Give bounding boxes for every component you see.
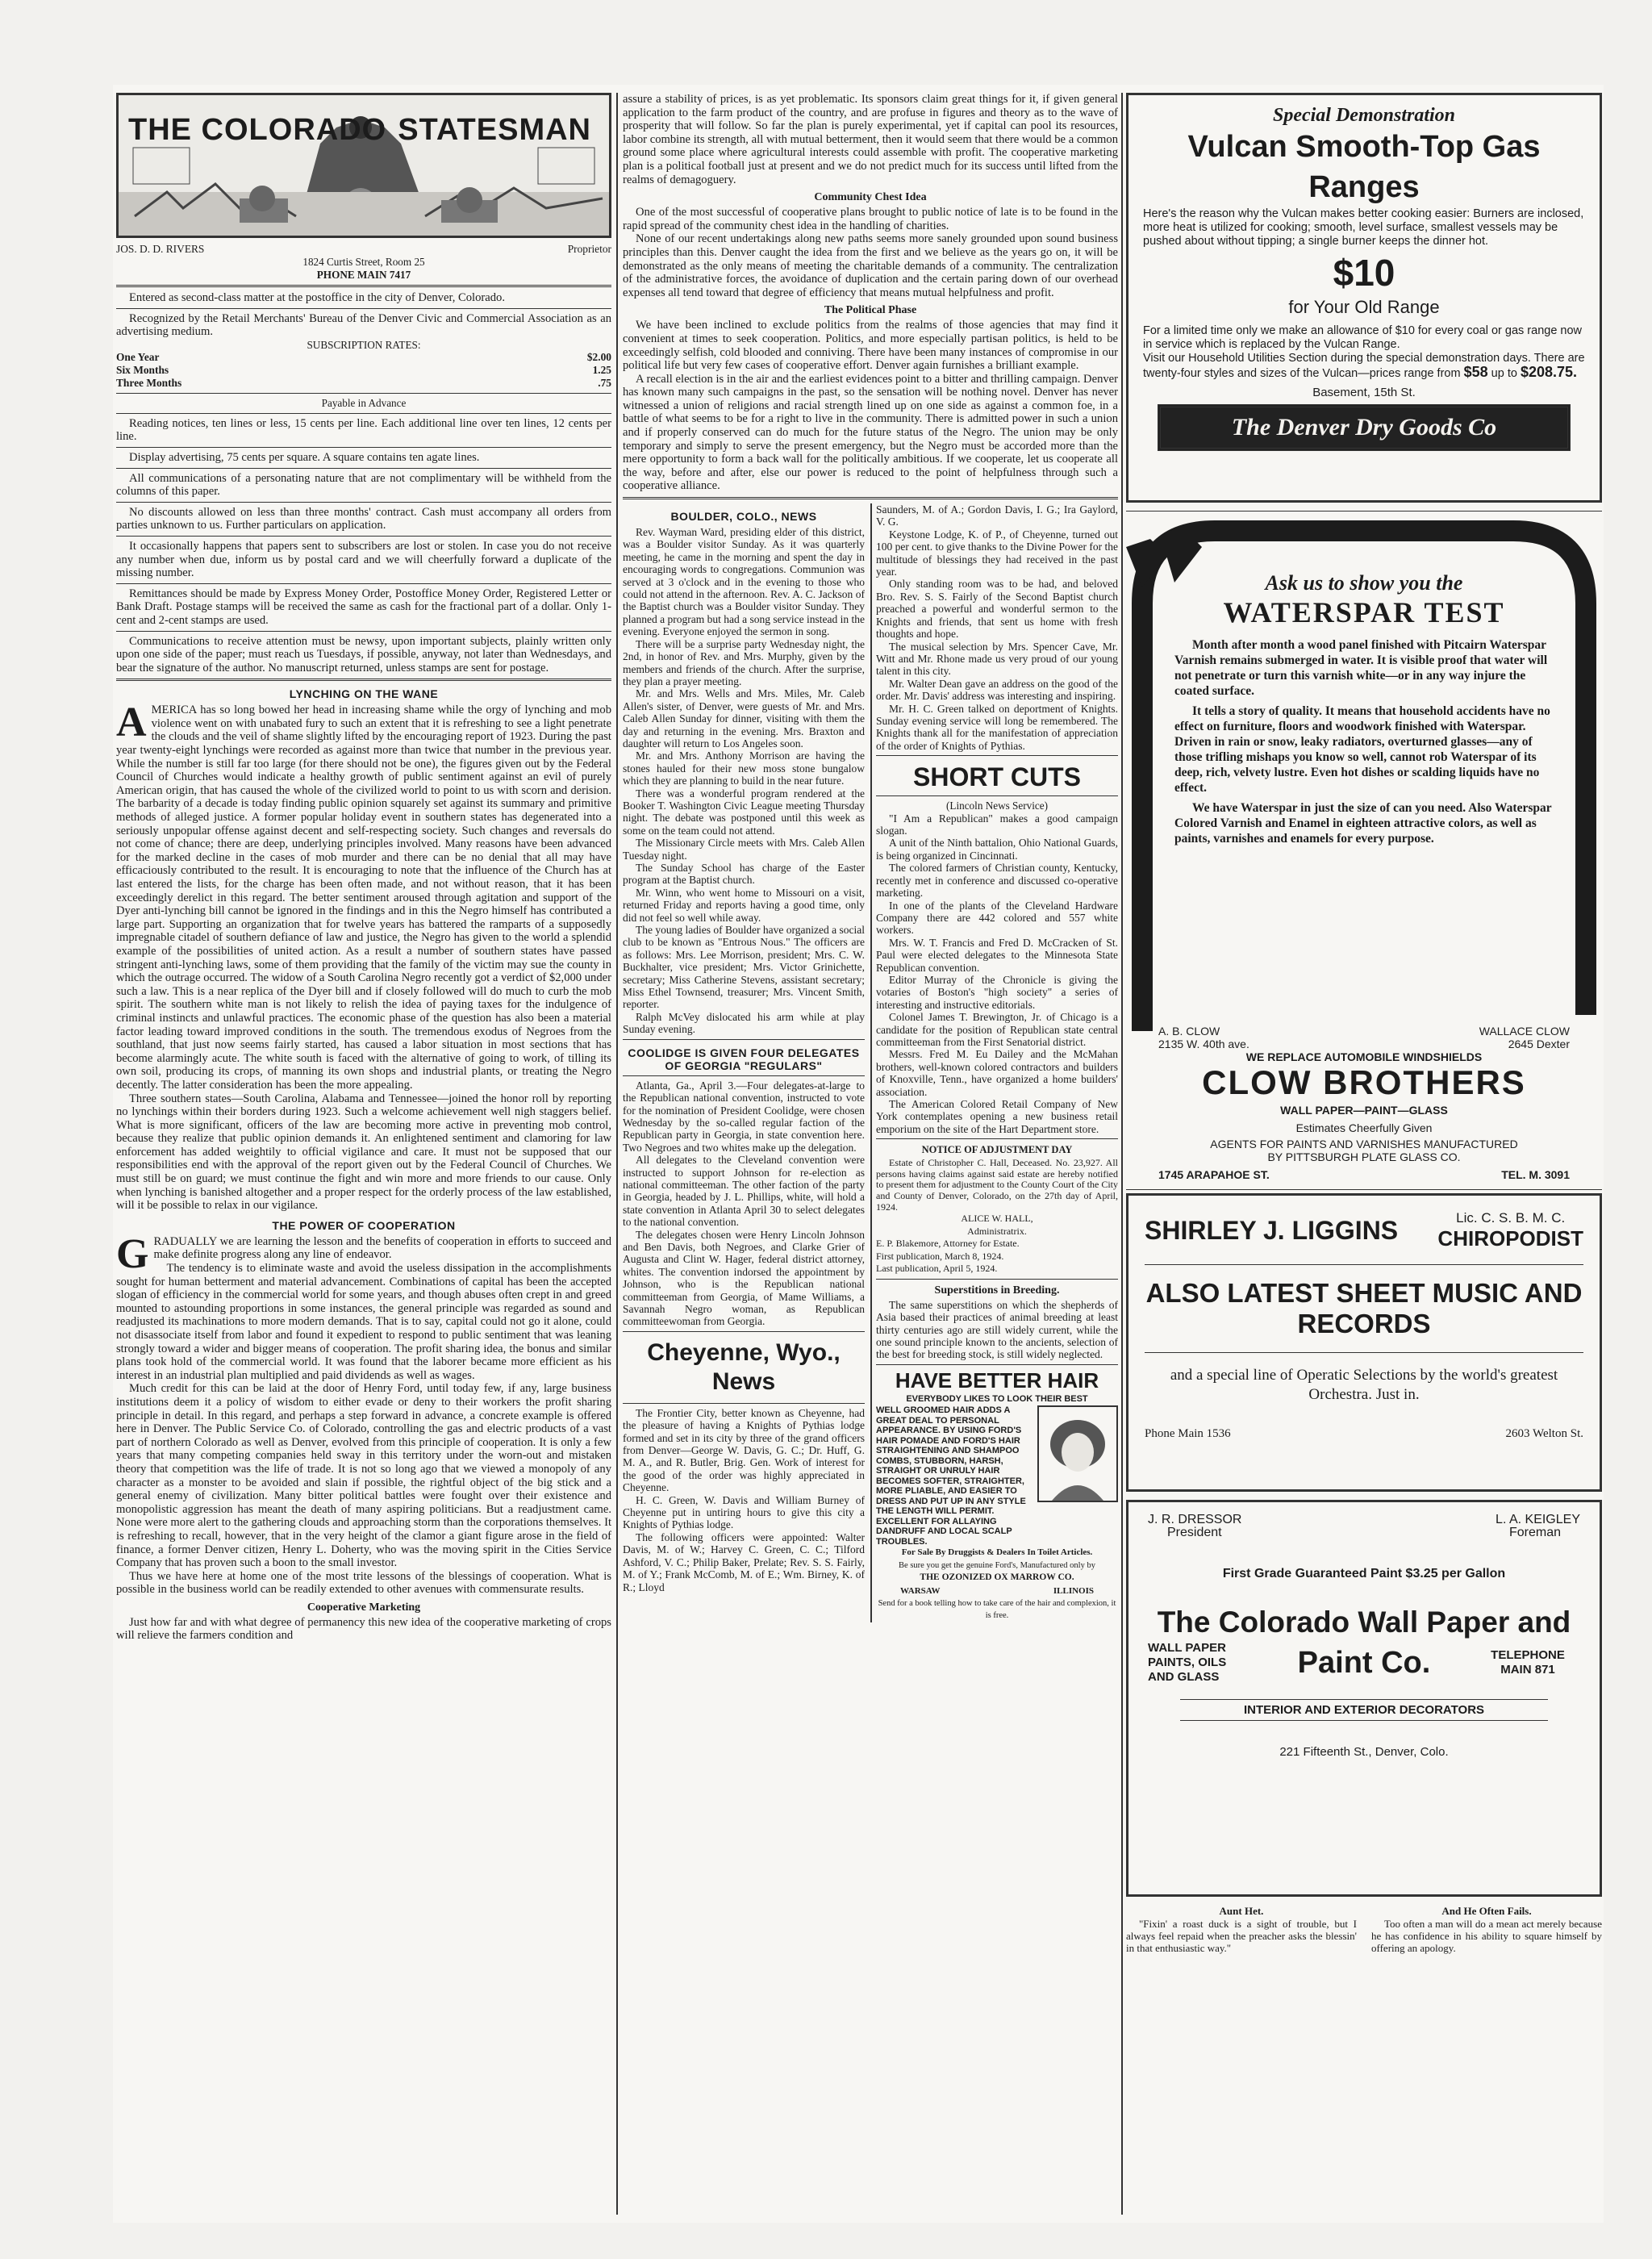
vulcan-title: Vulcan Smooth-Top Gas Ranges bbox=[1187, 130, 1541, 204]
wallpaper-title-row bbox=[1148, 1641, 1580, 1685]
vulcan-price-sub: for Your Old Range bbox=[1288, 297, 1440, 317]
adjustment-body: Estate of Christopher C. Hall, Deceased. No. 23,927. All persons having claims against said estate are hereby notified to present them for adjustment to the County Court of the City and County of Denver, Colorado, on the 27th day of April, 1924. bbox=[876, 1157, 1118, 1213]
adjustment-signer: ALICE W. HALL, bbox=[961, 1213, 1033, 1225]
column-1 bbox=[116, 93, 611, 2215]
notice-discounts: No discounts allowed on less than three months' contract. Cash must accompany all orders from parties unknown to us. Further particulars on application. bbox=[116, 505, 611, 532]
superstitions-body: The same superstitions on which the shepherds of Asia based their practices of animal breeding at least thirty centuries ago are still widely current, while the one sound principle known to the ancients, selection of the best for breeding stock, is still widely neglected. bbox=[876, 1298, 1118, 1361]
notice-entered: Entered as second-class matter at the postoffice in the city of Denver, Colorado. bbox=[129, 291, 505, 304]
cooperation-paragraph: Just how far and with what degree of permanency this new idea of the cooperative marketing of crops will relieve the farmers condition and bbox=[116, 1615, 611, 1643]
notice-lost: It occasionally happens that papers sent to subscribers are lost or stolen. In case you do not receive any number when due, inform us by postal card and we will cheerfully forward a duplicate of the missing number. bbox=[116, 539, 611, 580]
wallpaper-foreman-role: Foreman bbox=[1508, 1526, 1561, 1539]
cheyenne-paragraph: Saunders, M. of A.; Gordon Davis, I. G.; Ira Gaylord, V. G. bbox=[876, 503, 1118, 528]
masthead-title-left: THE COLORADO bbox=[128, 113, 387, 147]
drop-cap: G bbox=[116, 1230, 149, 1277]
short-cut-item: Mrs. W. T. Francis and Fred D. McCracken of St. Paul were elected delegates to the Minnesota State Republican convention. bbox=[876, 936, 1118, 974]
vulcan-range-low: $58 bbox=[1463, 364, 1488, 380]
liggins-phone: Phone Main 1536 bbox=[1145, 1427, 1231, 1440]
short-cut-item: The colored farmers of Christian county, Kentucky, recently met in conference and discussed co-operative marketing. bbox=[876, 862, 1118, 900]
boulder-heading: BOULDER, COLO., NEWS bbox=[670, 510, 817, 524]
liggins-also: ALSO LATEST SHEET MUSIC AND RECORDS bbox=[1145, 1278, 1583, 1338]
hair-ad-heading: HAVE BETTER HAIR bbox=[895, 1368, 1099, 1393]
wallpaper-foreman-name: L. A. KEIGLEY bbox=[1496, 1513, 1580, 1526]
liggins-header bbox=[1145, 1210, 1583, 1251]
liggins-contact bbox=[1145, 1427, 1583, 1440]
wallpaper-president-role: President bbox=[1167, 1526, 1222, 1539]
wallpaper-officers bbox=[1148, 1514, 1580, 1526]
notice-reading: Reading notices, ten lines or less, 15 cents per line. Each additional line over ten lines, 12 cents per line. bbox=[116, 416, 611, 444]
hair-ad-body-row bbox=[876, 1405, 1118, 1547]
clow-left-name: A. B. CLOW bbox=[1158, 1025, 1220, 1038]
political-phase-subhead: The Political Phase bbox=[824, 304, 917, 317]
short-cut-item: Editor Murray of the Chronicle is giving the votaries of Boston's "high society" a series of interesting and instructive editorials. bbox=[876, 973, 1118, 1011]
vulcan-ad bbox=[1126, 93, 1602, 503]
clow-line2: Estimates Cheerfully Given bbox=[1295, 1121, 1433, 1134]
notice-received: Communications to receive attention must be newsy, upon important subjects, plainly written only upon one side of the paper; must reach us Tuesdays, if possible, anyway, not later than Wednesdays, and bear the signature of the author. No manuscript returned, unless stamps are sent for postage. bbox=[116, 634, 611, 674]
rate-price: 1.25 bbox=[592, 364, 611, 377]
hair-ad-maker: THE OZONIZED OX MARROW CO. bbox=[920, 1572, 1074, 1583]
clow-firm: CLOW BROTHERS bbox=[1202, 1063, 1526, 1101]
subscription-heading: SUBSCRIPTION RATES: bbox=[307, 338, 421, 351]
office-address: 1824 Curtis Street, Room 25 bbox=[302, 256, 425, 268]
boulder-paragraph: The young ladies of Boulder have organized a social club to be known as "Entrous Nous." The officers are as follows: Mrs. Lee Morrison, president; Mrs. C. W. Buckhalter, vice president; Mrs. Victor Grinichette, secretary; Miss Catherine Stevens, assistant secretary; Miss Ethel Townsend, treasurer; Mrs. Vincent Smith, reporter. bbox=[623, 924, 865, 1011]
masthead-title-right: STATESMAN bbox=[398, 113, 591, 147]
wallpaper-left-block: WALL PAPER PAINTS, OILS AND GLASS bbox=[1148, 1641, 1227, 1684]
subcolumn-rule bbox=[870, 503, 872, 1622]
liggins-address: 2603 Welton St. bbox=[1505, 1427, 1583, 1440]
hair-ad-city: WARSAW bbox=[900, 1585, 941, 1596]
cheyenne-paragraph: Only standing room was to be had, and beloved Bro. Rev. S. S. Fairly of the Second Baptist church preached a powerful and wonderful sermon to the Knights and friends, that sent us home with fresh thoughts and hope. bbox=[876, 578, 1118, 641]
joke-body: Too often a man will do a mean act merely because he has confidence in his ability to square himself by offering an apology. bbox=[1371, 1918, 1602, 1954]
clow-left-address: 2135 W. 40th ave. bbox=[1158, 1038, 1249, 1050]
waterspar-p3: We have Waterspar in just the size of can you need. Also Waterspar Colored Varnish and Enamel in eighteen attractive colors, as well as paints, varnishes and enamels for every purpose. bbox=[1174, 801, 1552, 846]
notice-display: Display advertising, 75 cents per square. A square contains ten agate lines. bbox=[129, 450, 480, 464]
waterspar-content bbox=[1174, 571, 1554, 846]
community-chest-subhead: Community Chest Idea bbox=[814, 191, 927, 204]
newspaper-page bbox=[113, 85, 1604, 2223]
short-cut-item: In one of the plants of the Cleveland Hardware Company there are 442 colored and 557 white workers. bbox=[876, 899, 1118, 937]
rate-price: .75 bbox=[598, 377, 611, 390]
wallpaper-president-name: J. R. DRESSOR bbox=[1148, 1513, 1242, 1526]
clow-line1: WALL PAPER—PAINT—GLASS bbox=[1280, 1104, 1448, 1117]
wallpaper-title1: The Colorado Wall Paper and bbox=[1157, 1606, 1571, 1639]
cheyenne-paragraph: The following officers were appointed: Walter Davis, M. of W.; Harvey C. Green, C. C.; Tilford Ashford, V. C.; Philip Baker, Prelate; Rev. S. S. Fairly, M. of Y.; Frank McComb, M. of E.; Wm. Birney, K. of R.; Lloyd bbox=[623, 1530, 865, 1593]
hair-ad-body: WELL GROOMED HAIR ADDS A GREAT DEAL TO PERSONAL APPEARANCE. BY USING FORD'S HAIR POMADE AND FORD'S HAIR STRAIGHTENING AND SHAMPOO COMBS, STUBBORN, HARSH, STRAIGHT OR UNRULY HAIR BECOMES SOFTER, STRAIGHTER, MORE PLIABLE, AND EASIER TO DRESS AND PUT UP IN ANY STYLE THE LENGTH WILL PERMIT. EXCELLENT FOR ALLAYING DANDRUFF AND LOCAL SCALP TROUBLES. bbox=[876, 1405, 1026, 1547]
joke-item bbox=[1126, 1905, 1357, 1954]
adjustment-first: First publication, March 8, 1924. bbox=[876, 1250, 1004, 1262]
cooperation-text: RADUALLY we are learning the lesson and the benefits of cooperation in efforts to succeed and make definite progress along any line of endeavor. bbox=[153, 1234, 611, 1262]
short-cut-item: Colonel James T. Brewington, Jr. of Chicago is a candidate for the position of Republican state central committeeman from the First Senatorial district. bbox=[876, 1011, 1118, 1048]
hair-ad-send: Send for a book telling how to take care of the hair and complexion, it is free. bbox=[878, 1598, 1116, 1621]
superstitions-heading: Superstitions in Breeding. bbox=[934, 1284, 1060, 1297]
news-subcolumn-left bbox=[623, 503, 865, 1622]
vulcan-price: $10 bbox=[1333, 252, 1395, 294]
joke-body: "Fixin' a roast duck is a sight of trouble, but I always feel repaid when the preacher asks the blessin' in that enthusiastic way." bbox=[1126, 1918, 1357, 1954]
rate-row bbox=[116, 377, 611, 390]
notice-communications: All communications of a personating nature that are not complimentary will be withheld from the columns of this paper. bbox=[116, 471, 611, 499]
clow-line4: BY PITTSBURGH PLATE GLASS CO. bbox=[1267, 1150, 1461, 1163]
lynching-paragraph bbox=[116, 699, 611, 1092]
lynching-paragraph: Three southern states—South Carolina, Alabama and Tennessee—joined the honor roll by reporting no lynchings within their borders during 1923. Such a welcome achievement well nigh staggers belief. What is more significant, officers of the law are becoming more active in preventing mob control, because they realize that public opinion demands it. An enlightened sentiment and clamoring for law enforcement has added weightily to official vigilance and care. It must not be supposed that our responsibilities end with the approval of the report given out by the Federal Council of Churches. We must still be on guard; we must continue the fight and win more and more friends to our cause. Only when lynching is banished altogether and a proper respect for the orderly process of the law established, will it be possible to relax in our vigilance. bbox=[116, 1092, 611, 1213]
proprietor-line bbox=[116, 243, 611, 256]
clow-line3: AGENTS FOR PAINTS AND VARNISHES MANUFACTURED bbox=[1210, 1138, 1518, 1150]
vulcan-range-high: $208.75. bbox=[1520, 364, 1578, 380]
news-subcolumn-right bbox=[876, 503, 1118, 1622]
boulder-paragraph: There was a wonderful program rendered at the Booker T. Washington Civic League meeting Thursday night. The debate was postponed until this week as some on the team could not attend. bbox=[623, 787, 865, 837]
coolidge-paragraph: The delegates chosen were Henry Lincoln Johnson and Ben Davis, both Negroes, and Clarke Grier of Augusta and Clint W. Hager, federal district attorney, whites. The convention indorsed the appointment by Johnson, who is the Republican national committeeman from Georgia, of Mame Williams, a Savannah Negro woman, as Republican committeewoman from Georgia. bbox=[623, 1228, 865, 1328]
column-2 bbox=[623, 93, 1118, 2215]
short-cuts-heading: SHORT CUTS bbox=[913, 762, 1081, 792]
vulcan-basement: Basement, 15th St. bbox=[1312, 386, 1416, 399]
liggins-title: CHIROPODIST bbox=[1437, 1226, 1583, 1251]
vulcan-kicker: Special Demonstration bbox=[1272, 105, 1456, 126]
cheyenne-paragraph: Mr. H. C. Green talked on deportment of Knights. Sunday evening service will long be remembered. The Knights thank all for the manifestation of appreciation of the order of Knights of Pythias. bbox=[876, 702, 1118, 752]
cooperative-marketing-subhead: Cooperative Marketing bbox=[307, 1601, 421, 1614]
wallpaper-title2: Paint Co. bbox=[1297, 1645, 1431, 1680]
cheyenne-paragraph: The Frontier City, better known as Cheyenne, had the pleasure of having a Knights of Pythias lodge formed and set in its city by three of the grand officers from Denver—George W. Davis, G. C.; Dr. Huff, G. M. A., and R. Butler, Brig. Gen. Work of interest for the good of the order was highly appreciated in Cheyenne. bbox=[623, 1406, 865, 1494]
liggins-name: SHIRLEY J. LIGGINS bbox=[1145, 1216, 1399, 1245]
coolidge-heading: COOLIDGE IS GIVEN FOUR DELEGATES OF GEORGIA "REGULARS" bbox=[628, 1046, 860, 1072]
coolidge-paragraph: Atlanta, Ga., April 3.—Four delegates-at-large to the Republican national convention, instructed to vote for the nomination of President Coolidge, were chosen Wednesday by the so-called regular faction of the Republican party in Georgia, in state convention here. Two Negroes and two whites make up the delegation. bbox=[623, 1079, 865, 1154]
wallpaper-right-block: TELEPHONE MAIN 871 bbox=[1491, 1648, 1565, 1677]
drop-cap: A bbox=[116, 699, 147, 746]
cheyenne-paragraph: Keystone Lodge, K. of P., of Cheyenne, turned out 100 per cent. to give thanks to the Divine Power for the multitude of blessings they had received in the past year. bbox=[876, 528, 1118, 578]
wallpaper-paint-price: First Grade Guaranteed Paint $3.25 per Gallon bbox=[1222, 1567, 1506, 1580]
cooperation-heading: THE POWER OF COOPERATION bbox=[272, 1218, 456, 1232]
proprietor-name: JOS. D. D. RIVERS bbox=[116, 243, 205, 255]
notice-remittances: Remittances should be made by Express Money Order, Postoffice Money Order, Registered Letter or Bank Draft. Postage stamps will be received the same as cash for the fractional part of a dollar. Only 1-cent and 2-cent stamps are used. bbox=[116, 587, 611, 627]
short-cuts-source: (Lincoln News Service) bbox=[946, 800, 1048, 812]
rate-label: Three Months bbox=[116, 377, 182, 390]
vulcan-visit: Visit our Household Utilities Section during the special demonstration days. There are twenty-four styles and sizes of the Vulcan—prices range from bbox=[1143, 352, 1585, 380]
liggins-license: Lic. C. S. B. M. C. bbox=[1456, 1210, 1566, 1226]
wallpaper-decorators: INTERIOR AND EXTERIOR DECORATORS bbox=[1243, 1703, 1485, 1717]
short-cut-item: Messrs. Fred M. Eu Dailey and the McMahan brothers, well-known colored contractors and builders of Knoxville, Tenn., have organized a home builders' association. bbox=[876, 1048, 1118, 1098]
boulder-paragraph: Mr. and Mrs. Wells and Mrs. Miles, Mr. Caleb Allen's sister, of Denver, were guests of Mr. and Mrs. Caleb Allen Sunday for dinner, visiting with them the day and returning in the evening. Mrs. Braxton and daughter will return to Los Angeles soon. bbox=[623, 687, 865, 750]
clow-telephone: TEL. M. 3091 bbox=[1501, 1168, 1570, 1181]
hair-ad-warn: Be sure you get the genuine Ford's, Manufactured only by bbox=[899, 1560, 1095, 1570]
cheyenne-heading: Cheyenne, Wyo., News bbox=[647, 1338, 841, 1395]
lynching-text: MERICA has so long bowed her head in increasing shame while the orgy of lynching and mob violence went on with unabated fury to such an extent that it is refreshing to see a light penetrate the clouds and the veil of shame slightly lifted by the encouraging report of 1923. During the past year twenty-eight lynchings were recorded as against more than twice that number in the previous year. While the number is still far too large (for there should not be one), the figures given out by the Federal Council of Churches would indicate a healthy growth of public sentiment against an evil of purely American origin, that has caused the whole of the civilized world to point to us with scorn and derision. The barbarity of a decade is today finding public opinion squarely set against its summary and primitive methods of alleged justice. A former popular holiday event in southern states has degenerated into a seriously unpopular offense against decent and self-respecting society. Such changes and reversals do not come of chance; there are deep, underlying principles involved. Many reasons have been advanced for the marked decline in the cases of mob murder and there can be no denial that all may have efficaciously contributed to the result. It is encouraging to note that the influence of the Church has at last entered the lists, for the charge has been often made, and not without reason, that it has been exceedingly derelict in this regard. The better sentiment aroused through agitation and support of the Dyer anti-lynching bill cannot be ignored in the findings and in this the Negro himself has contributed a large part. Supporting an organization that for twelve years has battered the ramparts of a supposedly impregnable citadel of southern defiance of law and justice, the Negro has given to the world a splendid example of the possibilities of united action. As a result a number of southern states have passed stringent anti-lynching laws, some of them providing that the family of the victim may sue the county in which the outrage occurred. The widow of a South Carolina Negro recently got a verdict of $2,000 under such a law. This is a near replica of the Dyer bill and if closely followed will do much to curb the mob spirit. The southern white man is not likely to relish the idea of paying taxes for the indulgence of criminal instincts and unlawful practices. The economic phase of the question has also been a material factor leading toward improved conditions in the south. The tremendous exodus of Negroes from the southland, that just now seems fairly started, has caused a labor situation in most sections that has become alarmingly acute. The white south is faced with the alternative of going to work, of tilling its own soil, producing its crops, of manning its own shops and industrial plants, or treating the Negro decently. The latter consideration has been the more appealing. bbox=[116, 704, 611, 1092]
vulcan-range-to: up to bbox=[1491, 367, 1517, 380]
vulcan-visit-line bbox=[1143, 352, 1585, 381]
cooperation-paragraph bbox=[116, 1230, 611, 1277]
boulder-paragraph: There will be a surprise party Wednesday night, the 2nd, in honor of Rev. and Mrs. Murphy, given by the members and friends of the church. After the surprise, they plan a prayer meeting. bbox=[623, 637, 865, 687]
boulder-paragraph: Ralph McVey dislocated his arm while at play Sunday evening. bbox=[623, 1010, 865, 1036]
editorial-paragraph: None of our recent undertakings along new paths seems more sanely grounded upon sound business principles than this. Denver caught the idea from the first and we believe as the years go on, it will be demonstrated as the only means of meeting the charitable demands of a community. The centralization of the administrative forces, the avoidance of duplication and the certain paring down of our overhead expenses all tend toward that degree of efficiency that means mutual helpfulness and profit. bbox=[623, 232, 1118, 299]
cheyenne-paragraph: Mr. Walter Dean gave an address on the good of the order. Mr. Davis' address was interesting and inspiring. bbox=[876, 677, 1118, 703]
cheyenne-paragraph: The musical selection by Mrs. Spencer Cave, Mr. Witt and Mr. Rhone made us very proud of our young talent in this city. bbox=[876, 640, 1118, 678]
boulder-paragraph: Mr. and Mrs. Anthony Morrison are having the stones hauled for their new moss stone bungalow which they are planning to build in the near future. bbox=[623, 750, 865, 787]
column-rule bbox=[1121, 93, 1123, 2215]
vulcan-body: Here's the reason why the Vulcan makes better cooking easier: Burners are inclosed, more heat is utilized for cooking; smooth, level surface, smallest vessels may be pushed about without tipping; a single burner keeps the dinner hot. bbox=[1143, 207, 1584, 248]
wallpaper-roles bbox=[1148, 1526, 1580, 1539]
cooperation-paragraph: Thus we have here at home one of the most trite lessons of the blessings of cooperation. What is possible in the business world can be readily extended to other avenues with commensurate results. bbox=[116, 1569, 611, 1597]
rate-price: $2.00 bbox=[586, 351, 611, 364]
short-cut-item: The American Colored Retail Company of New York contemplates opening a new business retail emporium on the site of the Hart Department store. bbox=[876, 1098, 1118, 1135]
jokes bbox=[1126, 1905, 1602, 1954]
rate-label: Six Months bbox=[116, 364, 169, 377]
column-rule bbox=[616, 93, 618, 2215]
waterspar-title: WATERSPAR TEST bbox=[1223, 596, 1505, 628]
joke-title: And He Often Fails. bbox=[1441, 1905, 1532, 1917]
vulcan-offer: For a limited time only we make an allowance of $10 for every coal or gas range now in service which is replaced by the Vulcan Range. bbox=[1143, 324, 1583, 351]
boulder-paragraph: Mr. Winn, who went home to Missouri on a visit, returned Friday and reports having a good time, only did not feel so well while away. bbox=[623, 886, 865, 924]
editorial-paragraph: One of the most successful of cooperative plans brought to public notice of late is to be found in the rapid spread of the community chest idea in the handling of charities. bbox=[623, 206, 1118, 232]
boulder-paragraph: The Missionary Circle meets with Mrs. Caleb Allen Tuesday night. bbox=[623, 837, 865, 862]
coolidge-paragraph: All delegates to the Cleveland convention were instructed to support Johnson for re-election as national committeeman. The other faction of the party in Georgia, headed by J. L. Phillips, white, will hold a state convention in Atlanta April 30 to select delegates to the national convention. bbox=[623, 1154, 865, 1229]
editorial-paragraph: We have been inclined to exclude politics from the realms of those agencies that may find it convenient at times to seek cooperation. Politics, and more especially partisan politics, is held to be exceedingly selfish, cold blooded and conniving. There have been many instances of compromise in our political life but very few cases of cooperative effort. Denver again furnishes a brilliant example. bbox=[623, 319, 1118, 373]
clow-right-address: 2645 Dexter bbox=[1508, 1038, 1570, 1050]
hair-ad-city-row bbox=[876, 1585, 1118, 1597]
rate-row bbox=[116, 351, 611, 364]
column-3 bbox=[1126, 93, 1602, 2215]
adjustment-last: Last publication, April 5, 1924. bbox=[876, 1263, 998, 1275]
joke-item bbox=[1371, 1905, 1602, 1954]
cooperation-paragraph: The tendency is to eliminate waste and avoid the useless dissipation in the accomplishments sought for human betterment and material advancement. Combinations of capital has been the accepted slogan of efficiency in the commercial world for some years, and though abuses often crept in and greed mounted to astounding proportions in some instances, the general principle was regarded as sound and readjusted its machinations to more modern demands. That is to say, capital could not go it alone, could not disassociate itself from labor and found it expedient to respond to public sentiment that was leaning strongly toward a wider and bigger means of cooperation. The profit sharing idea, the bonus and similar plans took hold of the commercial world. It was found that the laborer became more efficient as his interest in an industrial plan multiplied and paid dividends as well as wages. bbox=[116, 1262, 611, 1382]
adjustment-attorney: E. P. Blakemore, Attorney for Estate. bbox=[876, 1238, 1020, 1250]
office-phone: PHONE MAIN 7417 bbox=[316, 268, 411, 281]
boulder-paragraph: The Sunday School has charge of the Easter program at the Baptist church. bbox=[623, 862, 865, 887]
hair-ad-sale: For Sale By Druggists & Dealers In Toilet Articles. bbox=[901, 1547, 1093, 1558]
clow-right-name: WALLACE CLOW bbox=[1479, 1025, 1570, 1038]
waterspar-p1: Month after month a wood panel finished with Pitcairn Waterspar Varnish remains submerged in water. It is visible proof that water will not penetrate or turn this varnish white—or in any way injure the coated surface. bbox=[1174, 638, 1548, 698]
clow-windshields: WE REPLACE AUTOMOBILE WINDSHIELDS bbox=[1245, 1050, 1483, 1063]
joke-title: Aunt Het. bbox=[1219, 1905, 1264, 1917]
waterspar-ask: Ask us to show you the bbox=[1265, 571, 1463, 595]
payable-note: Payable in Advance bbox=[321, 397, 407, 410]
clow-brothers-ad bbox=[1126, 1025, 1602, 1181]
clow-addresses bbox=[1126, 1038, 1602, 1050]
clow-address: 1745 ARAPAHOE ST. bbox=[1158, 1168, 1270, 1181]
cheyenne-paragraph: H. C. Green, W. Davis and William Burney of Cheyenne put in untiring hours to give this city a Knights of Pythias lodge. bbox=[623, 1493, 865, 1531]
liggins-special: and a special line of Operatic Selections by the world's greatest Orchestra. Just in. bbox=[1170, 1367, 1558, 1403]
hair-ad-sub: EVERYBODY LIKES TO LOOK THEIR BEST bbox=[906, 1393, 1088, 1404]
wallpaper-address: 221 Fifteenth St., Denver, Colo. bbox=[1279, 1745, 1449, 1759]
clow-contact bbox=[1126, 1163, 1602, 1181]
portrait-illustration bbox=[1037, 1405, 1118, 1502]
waterspar-p2: It tells a story of quality. It means that household accidents have no effect on furniture, floors and woodwork finished with Waterspar. Driven in rain or snow, leaky radiators, overturned glasses—any of those trifling mishaps you know so well, cannot rob Waterspar of its deep, rich, velvety lustre. Even hot dishes or scalding liquids have no effect. bbox=[1174, 704, 1550, 795]
short-cut-item: A unit of the Ninth battalion, Ohio National Guards, is being organized in Cincinnati. bbox=[876, 837, 1118, 862]
liggins-credentials bbox=[1437, 1210, 1583, 1251]
adjustment-heading: NOTICE OF ADJUSTMENT DAY bbox=[921, 1144, 1073, 1156]
short-cut-item: "I Am a Republican" makes a good campaign slogan. bbox=[876, 812, 1118, 837]
rate-label: One Year bbox=[116, 351, 160, 364]
notice-recognized: Recognized by the Retail Merchants' Bureau of the Denver Civic and Commercial Association as an advertising medium. bbox=[116, 311, 611, 339]
cooperation-paragraph: Much credit for this can be laid at the door of Henry Ford, until today few, if any, large business institutions deem it a policy of wisdom to either evade or deny to their workers the profit sharing principle in detail. In this regard, and perhaps a step forward in advance, a concrete example is offered here in Denver. The Public Service Co. of Colorado, controlling the gas and electric products of a vast part of northern Colorado as well as Denver, evolved from this principle of cooperation. It is only a few years that many competing companies held sway in this territory under the worn-out and mistaken theory that competition was the life of trade. It is not so long ago that we viewed a monopoly of any character as a monster to be avoided and slain if possible, the rightful object of the big stick and a general enemy of civilization. Many bitter political battles were fought over their existence and monopolistic aggression has meant the death of many aspiring politicians. But a readjustment came. None were more alert to the gathering clouds and approaching storm than the corporations themselves. It is refreshing to recall, however, that in the very height of the clamor a giant figure arose in the field of finance, a former Denver citizen, Henry L. Doherty, who was the moving spirit in the Cities Service Company that has proven such a boon to the small investor. bbox=[116, 1382, 611, 1570]
lynching-heading: LYNCHING ON THE WANE bbox=[289, 687, 439, 701]
proprietor-role: Proprietor bbox=[567, 243, 611, 255]
denver-dry-goods-logo: The Denver Dry Goods Co bbox=[1158, 404, 1571, 451]
masthead bbox=[116, 93, 611, 238]
liggins-ad bbox=[1126, 1193, 1602, 1492]
wallpaper-ad bbox=[1126, 1500, 1602, 1897]
editorial-paragraph: assure a stability of prices, is as yet problematic. Its sponsors claim great things for it, if given general application to the farm product of the country, and are profuse in figures and theory as to the wave of prosperity that will follow. So far the plan is purely experimental, yet if capital can pool its resources, labor combine its strength, all with mutual betterment, then it would seem that there would be a common ground some place where agricultural interests could assemble with profit. The cooperative marketing plan is a political football just at present and we do not predict much for its success until lifted from the realms of demagoguery. bbox=[623, 93, 1118, 186]
editorial-paragraph: A recall election is in the air and the earliest evidences point to a bitter and thrilling campaign. Denver has known many such campaigns in the past, so the sensation will be nothing novel. Denver has never witnessed a union of religions and racial strength lined up on one side as against a common foe, in a battle of what seems to be for a right to live in the community. There is admitted power in such a union and if properly conserved can do much for the future status of the Negro. The union may be only temporary and simply to serve the present emergency, but the Negro must be accorded more than the mere opportunity to form a back wall for the politically ambitious. If we cooperate, let us cooperate all the way, before and after, else our power is reduced to the point of helpfulness through such a cooperative alliance. bbox=[623, 372, 1118, 493]
adjustment-signer-role: Administratrix. bbox=[967, 1225, 1027, 1237]
waterspar-ad bbox=[1126, 515, 1602, 1031]
rate-row bbox=[116, 364, 611, 377]
hair-ad-state: ILLINOIS bbox=[1053, 1585, 1094, 1596]
boulder-paragraph: Rev. Wayman Ward, presiding elder of this district, was a Boulder visitor Sunday. As it was quarterly meeting, he came in the morning and spent the day in encouraging words to congregations. Communion was served at 3 o'clock and in the evening to those who could not attend in the afternoon. Rev. A. C. Jackson of the Baptist church was a Boulder visitor Sunday. They planned a program but had a song service instead in the evening. Everyone enjoyed the sermon in song. bbox=[623, 526, 865, 638]
news-subcolumns bbox=[623, 503, 1118, 1622]
